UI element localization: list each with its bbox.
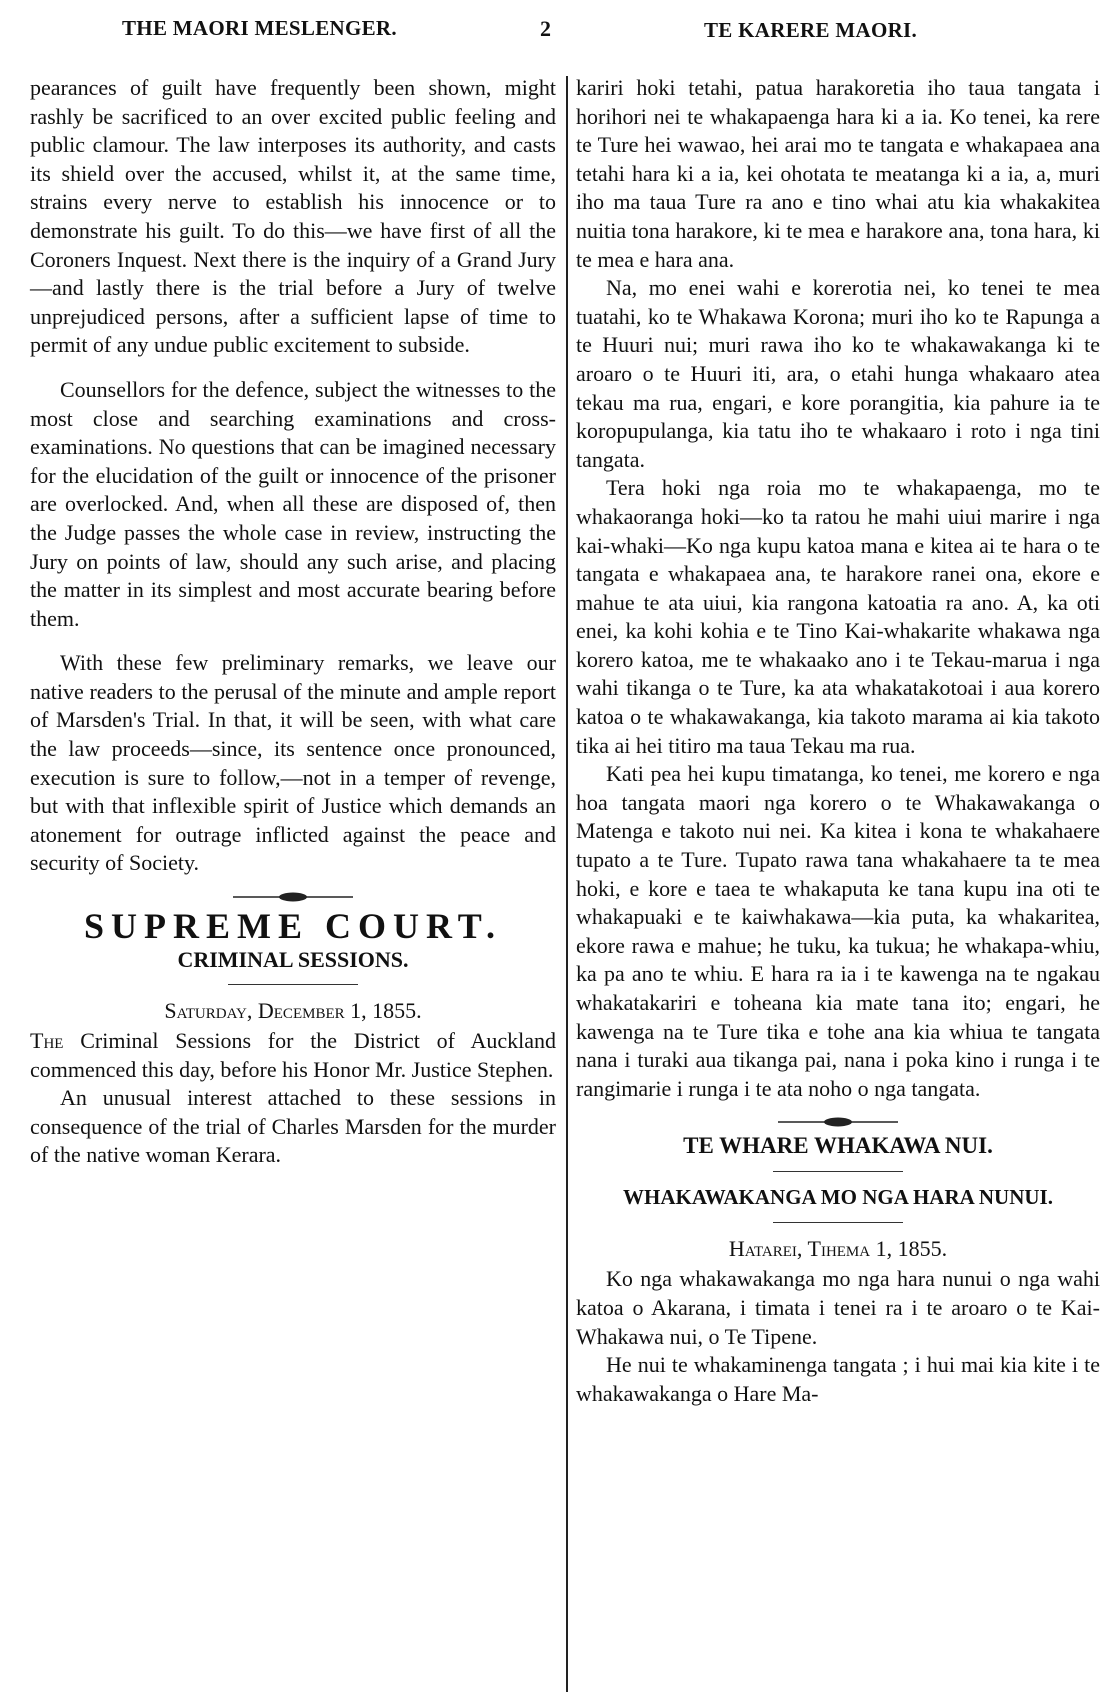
english-session-date: Saturday, December 1, 1855.	[164, 998, 422, 1024]
running-head-english-title: THE MAORI MESLENGER.	[122, 16, 397, 40]
maori-column	[576, 74, 1100, 1408]
page-number: 2	[540, 16, 551, 41]
maori-paragraph-6: He nui te whakaminenga tangata ; i hui mai kia kite i te whakawakanga o Hare Ma-	[576, 1352, 1100, 1406]
heading-rule	[228, 984, 358, 985]
maori-paragraph-4: Kati pea hei kupu timatanga, ko tenei, me korero e nga hoa tangata maori nga korero o te Whakawakanga o Matenga e takoto nui nei. Ka kitea i kona te whakahaere tupato a te Ture. Tupato rawa tana whakahaere ta te mea hoki, e kore e taea te whakaputa ke tana kupu ina oti te whakapuaki e te kaiwhakawa—kia puta, ka whakaritea, ekore rawa e mahue; he tuku, ka tukua; he whakapa-whiu, ka pa ano te whiu. E hara ra ia i te kawenga na te ngakau whakatakariri e toheana kia mate tana ito; engari, he kawenga na te Ture tika e tohe ana kia whiua te tangata nana i turaki aua tikanga pai, nana i poka kino i runga i te rangimarie i runga i te ata noho o nga tangata.	[576, 761, 1100, 1101]
section-divider-ornament	[778, 1115, 898, 1129]
column-divider	[566, 76, 568, 1692]
criminal-sessions-subheading: CRIMINAL SESSIONS.	[177, 947, 409, 973]
english-column	[30, 74, 556, 1170]
running-head-maori-title: TE KARERE MAORI.	[704, 18, 918, 42]
english-paragraph-2: Counsellors for the defence, subject the witnesses to the most close and searching examinations and cross-examinations. No questions that can be imagined necessary for the elucidation of the guilt or innocence of the prisoner are overlocked. And, when all these are disposed of, then the Judge passes the whole case in review, instructing the Jury on points of law, should any such arise, and placing the matter in its simplest and most accurate bearing before them.	[30, 376, 556, 631]
english-paragraph-3: With these few preliminary remarks, we leave our native readers to the perusal of the minute and ample report of Marsden's Trial. In that, it will be seen, with what care the law proceeds—since, its sentence once pronounced, execution is sure to follow,—not in a temper of revenge, but with that inflexible spirit of Justice which demands an atonement for outrage inflicted against the peace and security of Society.	[30, 650, 556, 876]
heading-rule	[773, 1222, 903, 1223]
english-paragraph-5: An unusual interest attached to these sessions in consequence of the trial of Charles Marsden for the murder of the native woman Kerara.	[30, 1085, 556, 1168]
whare-whakawa-heading: TE WHARE WHAKAWA NUI.	[683, 1133, 993, 1159]
running-head	[0, 16, 1114, 46]
english-paragraph-1: pearances of guilt have frequently been shown, might rashly be sacrificed to an over excited public feeling and public clamour. The law interposes its authority, and casts its shield over the accused, whilst it, at the same time, strains every nerve to establish his innocence or to demonstrate his guilt. To do this—we have first of all the Coroners Inquest. Next there is the inquiry of a Grand Jury—and lastly there is the trial before a Jury of twelve unprejudiced persons, after a sufficient lapse of time to permit of any undue public excitement to subside.	[30, 75, 556, 358]
maori-paragraph-1: kariri hoki tetahi, patua harakoretia iho taua tangata i horihori nei te whakapaenga hara ki a ia. Ko tenei, ka rere te Ture hei wawao, hei arai mo te tangata e whakapaea ana tetahi hara ki a ia, kei ohotata te meatanga ki a ia, a, muri iho ma taua Ture ra ano e tino whai atu kia whakakitea nuitia tona harakore, ki te mea e harakore ana, tona hara, ki te mea e hara ana.	[576, 75, 1100, 272]
whakawakanga-subheading: WHAKAWAKANGA MO NGA HARA NUNUI.	[623, 1185, 1053, 1210]
english-paragraph-4	[30, 1027, 556, 1084]
english-paragraph-4-lead: The	[30, 1028, 64, 1054]
maori-paragraph-2: Na, mo enei wahi e korerotia nei, ko tenei te mea tuatahi, ko te Whakawa Korona; muri iho ko te Rapunga a te Huuri nui; muri rawa iho ko te whakawakanga ki te aroaro o te Huuri iti, ara, o etahi hunga whakaaro atea tekau ma rua, engari, e kore porangitia, kia pahure ia te koropupulanga, kia tatu iho te whakaaro i roto i nga tini tangata.	[576, 275, 1100, 472]
maori-paragraph-5: Ko nga whakawakanga mo nga hara nunui o nga wahi katoa o Akarana, i timata i tenei ra i te aroaro o te Kai-Whakawa nui, o Te Tipene.	[576, 1266, 1100, 1349]
section-divider-ornament	[233, 890, 353, 904]
maori-session-date: Hatarei, Tihema 1, 1855.	[728, 1236, 948, 1262]
supreme-court-heading: SUPREME COURT.	[83, 906, 503, 947]
heading-rule	[773, 1171, 903, 1172]
english-paragraph-4-body: Criminal Sessions for the District of Auckland commenced this day, before his Honor Mr. Justice Stephen.	[30, 1028, 557, 1082]
maori-paragraph-3: Tera hoki nga roia mo te whakapaenga, mo te whakaoranga hoki—ko ta ratou he mahi uiui marire i nga kai-whaki—Ko nga kupu katoa mana e kitea ai te hara o te tangata e whakapaea ana, te harakore ranei ona, ekore e mahue te ata uiui, kia rangona katoatia ra ano. A, ka oti enei, ka kohi kohia e te Tino Kai-whakarite whakawa nga korero katoa, me te whakaako ano i te Tekau-marua i nga wahi tikanga o te Ture, ka ata whakatakotoai i aua korero katoa o te whakawakanga, kia takoto marama ai kia takoto tika ai hei titiro ma taua Tekau ma rua.	[576, 475, 1100, 758]
